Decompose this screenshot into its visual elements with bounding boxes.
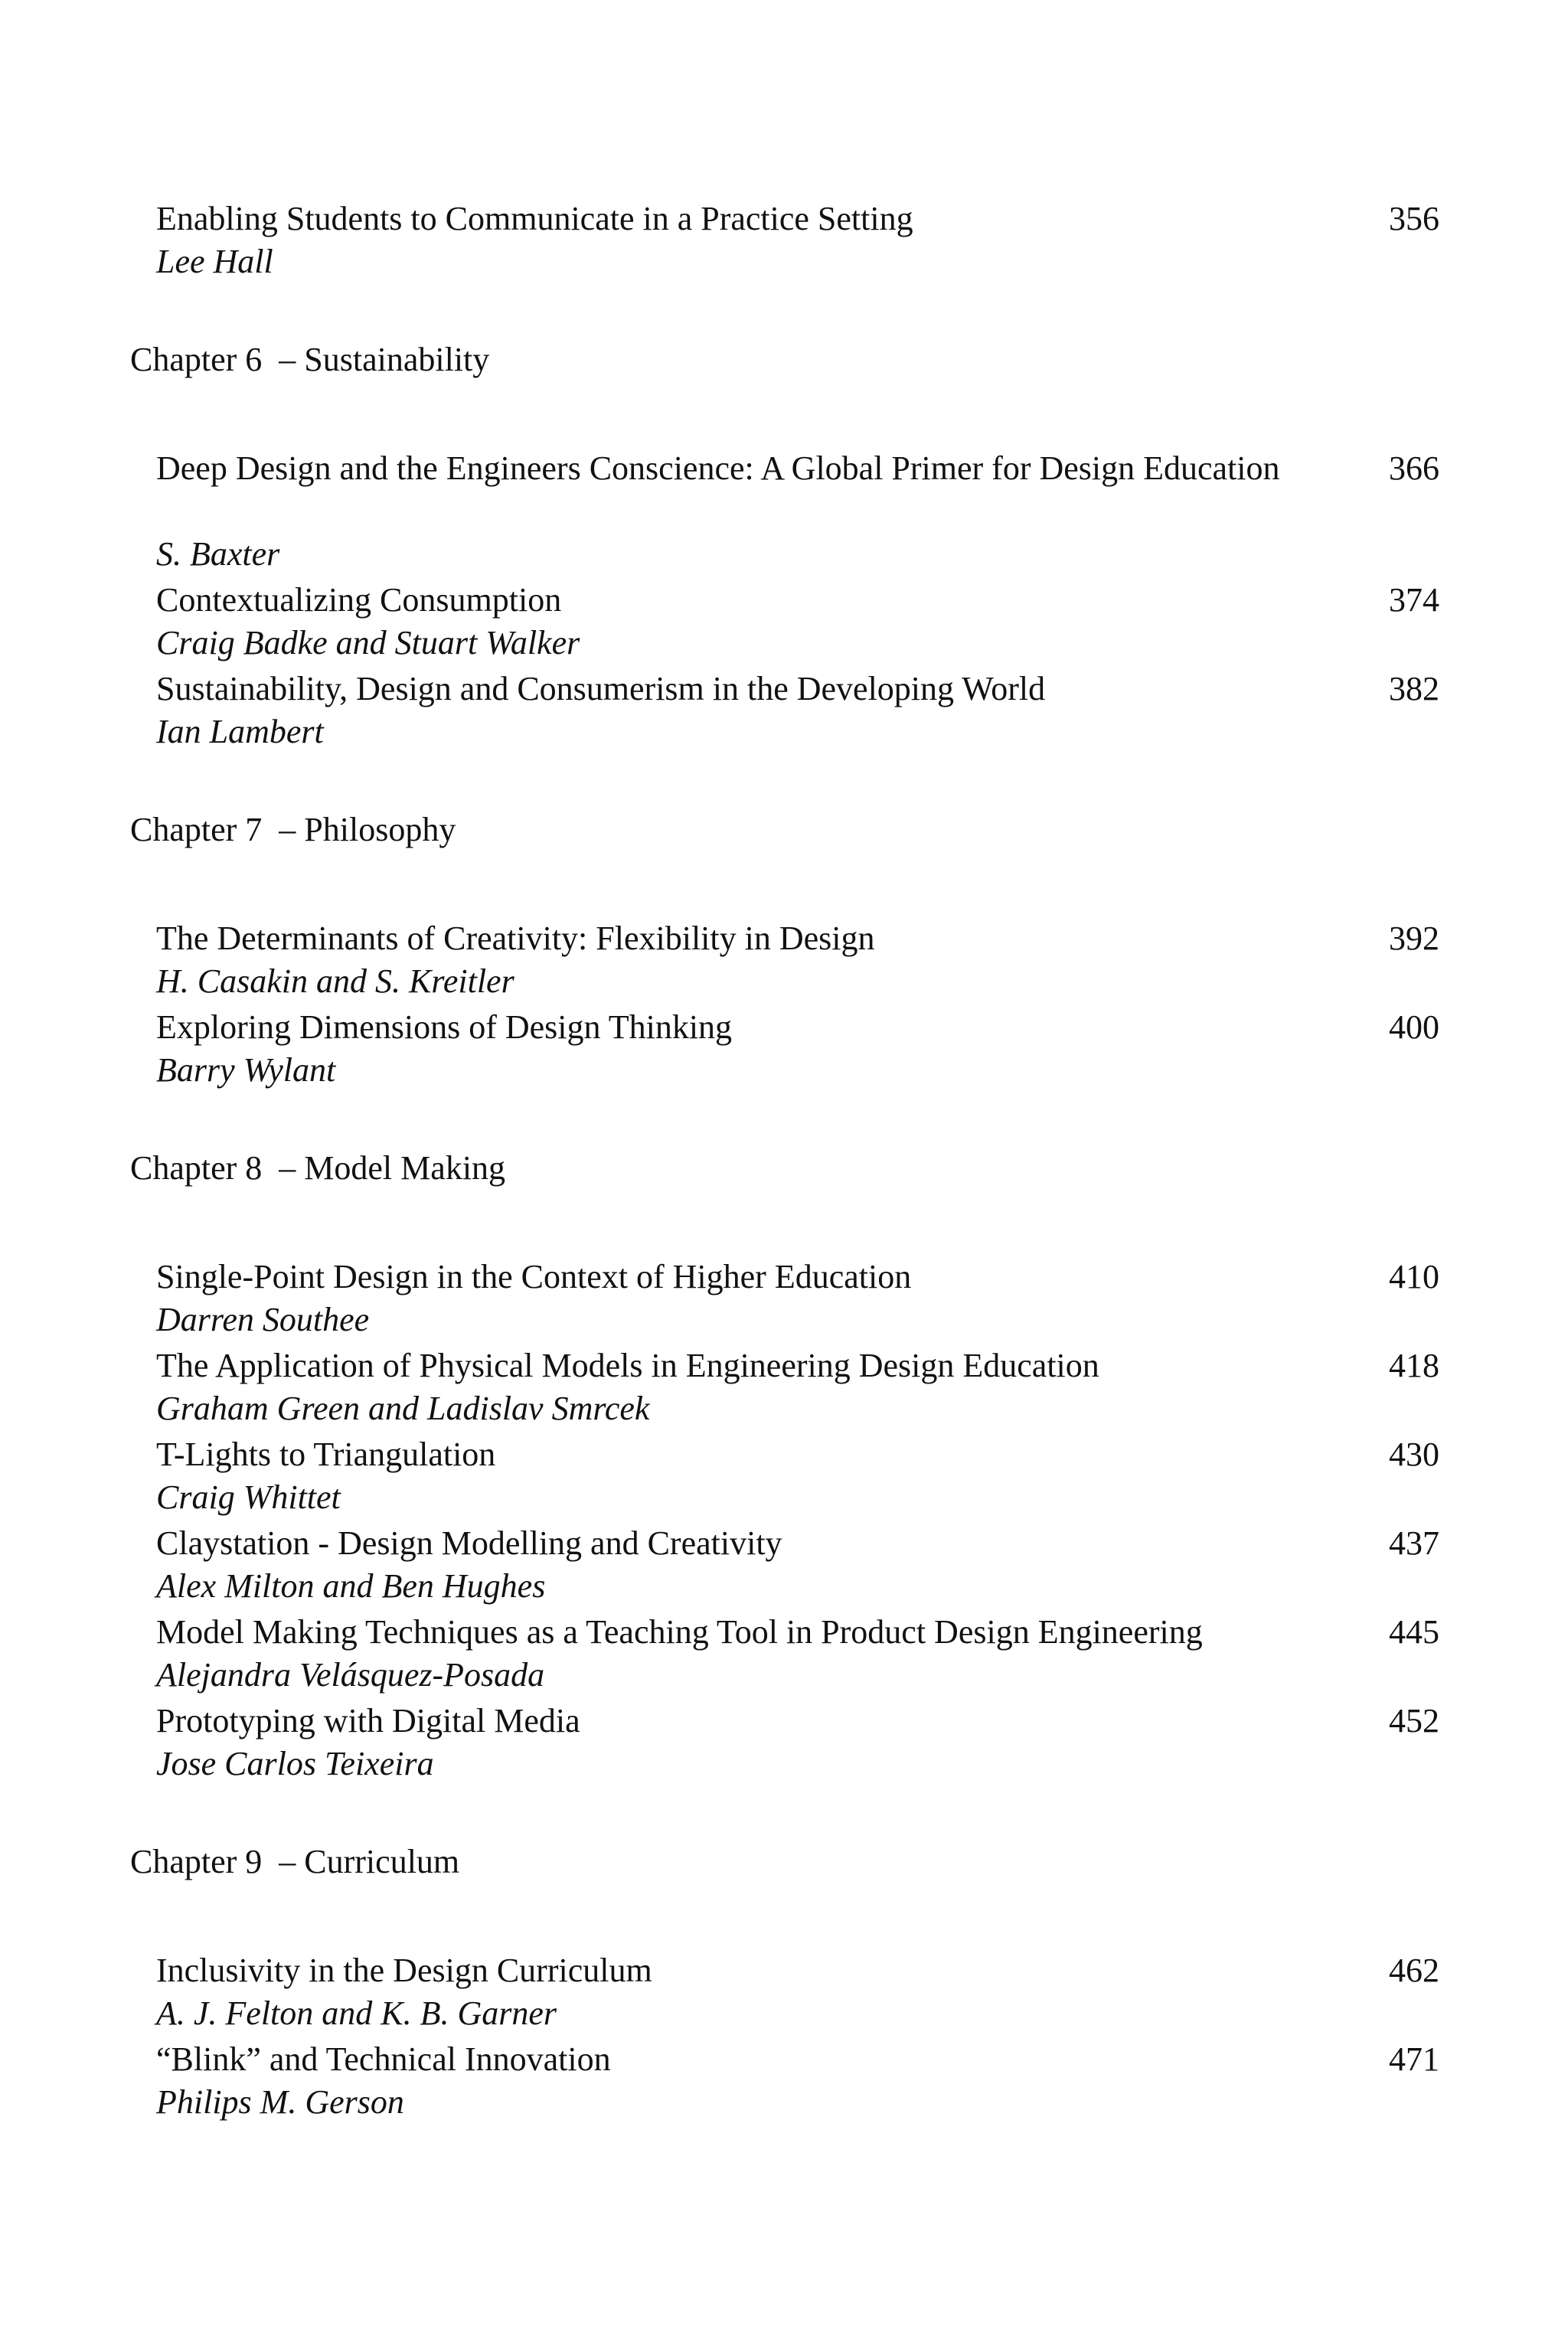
entry-authors: A. J. Felton and K. B. Garner (156, 1994, 557, 2032)
entry-title: Enabling Students to Communicate in a Practice Setting (156, 200, 913, 237)
entry-title: Single-Point Design in the Context of Higher Education (156, 1258, 912, 1295)
entry-page-number: 400 (1389, 1008, 1439, 1046)
entry-page-number: 430 (1389, 1436, 1439, 1473)
entry-page-number: 382 (1389, 670, 1439, 707)
entry-title: T-Lights to Triangulation (156, 1436, 496, 1473)
entry-page-number: 392 (1389, 920, 1439, 957)
entry-title: Deep Design and the Engineers Conscience: A Global Primer for Design Education (156, 449, 1280, 487)
entry-title: Prototyping with Digital Media (156, 1702, 580, 1740)
entry-authors: Jose Carlos Teixeira (156, 1745, 434, 1782)
entry-authors: Lee Hall (156, 243, 273, 280)
entry-authors: Barry Wylant (156, 1051, 336, 1089)
entry-authors: H. Casakin and S. Kreitler (156, 962, 514, 1000)
entry-page-number: 356 (1389, 200, 1439, 237)
entry-authors: Darren Southee (156, 1301, 370, 1338)
entry-authors: Graham Green and Ladislav Smrcek (156, 1390, 650, 1427)
entry-title: Exploring Dimensions of Design Thinking (156, 1008, 733, 1046)
entry-title: Sustainability, Design and Consumerism in the Developing World (156, 670, 1046, 707)
entry-title: Contextualizing Consumption (156, 581, 562, 619)
entry-authors: Philips M. Gerson (156, 2083, 404, 2121)
entry-page-number: 366 (1389, 449, 1439, 487)
entry-authors: Alex Milton and Ben Hughes (156, 1567, 546, 1605)
entry-page-number: 410 (1389, 1258, 1439, 1295)
entry-page-number: 374 (1389, 581, 1439, 619)
entry-authors: S. Baxter (156, 535, 280, 573)
entry-title: The Determinants of Creativity: Flexibility in Design (156, 920, 875, 957)
entry-authors: Alejandra Velásquez-Posada (156, 1656, 545, 1694)
entry-title: The Application of Physical Models in Engineering Design Education (156, 1347, 1099, 1384)
chapter-heading: Chapter 7 – Philosophy (130, 811, 456, 848)
entry-title: Claystation - Design Modelling and Creativity (156, 1524, 782, 1562)
entry-page-number: 418 (1389, 1347, 1439, 1384)
entry-page-number: 462 (1389, 1952, 1439, 1989)
entry-authors: Ian Lambert (156, 713, 324, 750)
entry-title: “Blink” and Technical Innovation (156, 2040, 611, 2078)
chapter-heading: Chapter 6 – Sustainability (130, 341, 490, 378)
entry-authors: Craig Badke and Stuart Walker (156, 624, 580, 662)
entry-authors: Craig Whittet (156, 1478, 341, 1516)
chapter-heading: Chapter 9 – Curriculum (130, 1843, 460, 1880)
chapter-heading: Chapter 8 – Model Making (130, 1149, 506, 1187)
entry-page-number: 445 (1389, 1613, 1439, 1651)
entry-page-number: 471 (1389, 2040, 1439, 2078)
entry-page-number: 437 (1389, 1524, 1439, 1562)
entry-title: Model Making Techniques as a Teaching Tool in Product Design Engineering (156, 1613, 1203, 1651)
entry-page-number: 452 (1389, 1702, 1439, 1740)
entry-title: Inclusivity in the Design Curriculum (156, 1952, 652, 1989)
